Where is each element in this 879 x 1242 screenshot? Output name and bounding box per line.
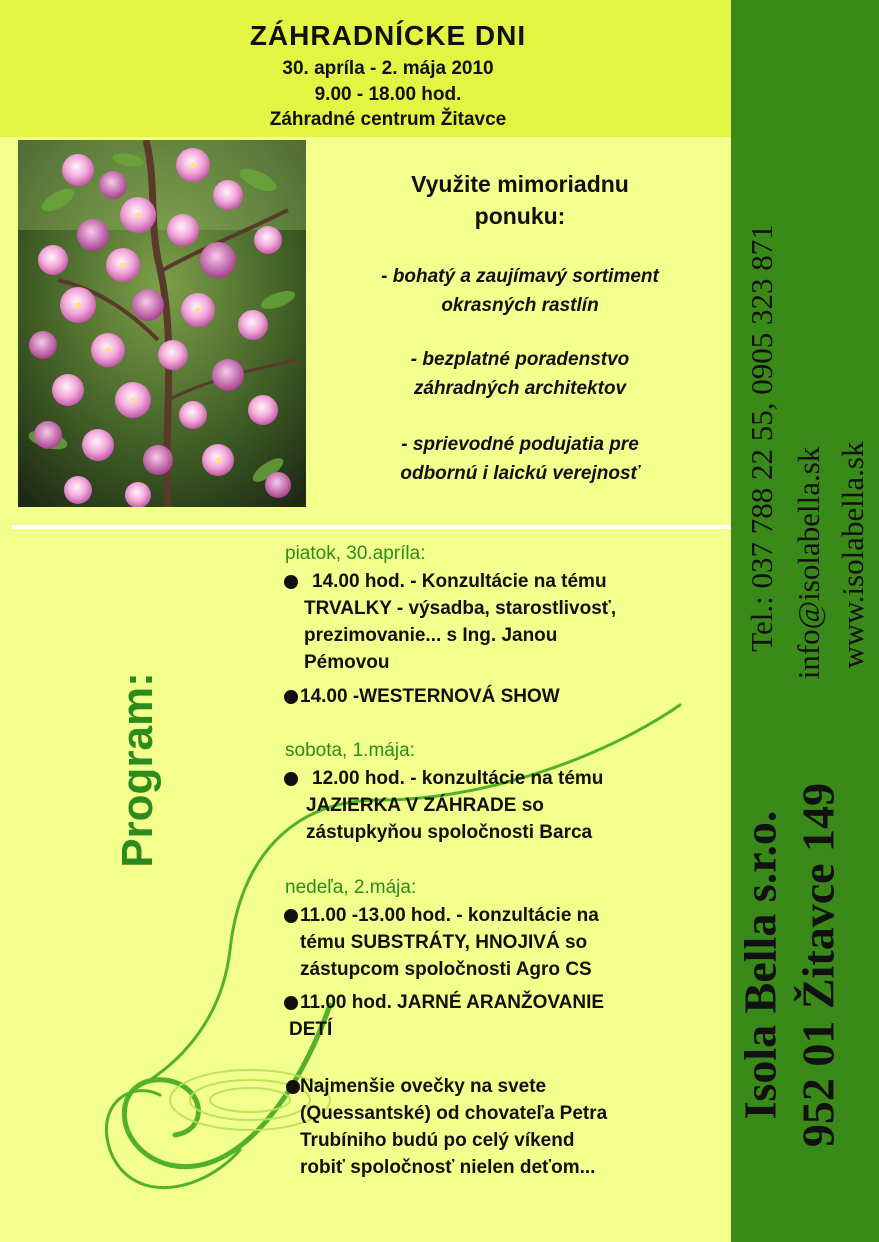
email-address: info@isolabella.sk xyxy=(791,446,826,680)
event-line: Pémovou xyxy=(304,652,390,673)
program-event-friday-2 xyxy=(284,683,729,710)
offer-item-consulting: - bezplatné poradenstvo xyxy=(410,349,630,370)
bullet-icon xyxy=(284,575,298,589)
program-event-sunday-1 xyxy=(284,902,729,983)
event-line: zástupcom spoločnosti Agro CS xyxy=(300,959,592,980)
event-venue: Záhradné centrum Žitavce xyxy=(269,109,507,130)
offer-item-consulting-cont: záhradných architektov xyxy=(413,378,627,399)
event-line: 11.00 -13.00 hod. - konzultácie na xyxy=(300,905,599,926)
offer-title-line1: Využite mimoriadnu xyxy=(411,171,629,197)
program-event-sheep xyxy=(284,1073,729,1181)
offer-item-assortment-cont: okrasných rastlín xyxy=(441,295,599,316)
event-line: 11.00 hod. JARNÉ ARANŽOVANIE xyxy=(300,992,605,1013)
bullet-icon xyxy=(286,1080,300,1094)
event-line: DETÍ xyxy=(289,1019,333,1040)
offer-title-line2: ponuku: xyxy=(474,203,566,229)
day-heading-sunday: nedeľa, 2.mája: xyxy=(285,877,417,898)
event-line: Najmenšie ovečky na svete xyxy=(300,1076,547,1097)
event-line: TRVALKY - výsadba, starostlivosť, xyxy=(304,598,617,619)
event-line: JAZIERKA V ZÁHRADE so xyxy=(306,795,544,816)
event-line: (Quessantské) od chovateľa Petra xyxy=(300,1103,608,1124)
offer-item-events: - sprievodné podujatia pre xyxy=(401,434,639,455)
company-address: 952 01 Žitavce 149 xyxy=(792,782,844,1148)
offer-item-events-cont: odbornú i laickú verejnosť xyxy=(400,463,640,484)
bullet-icon xyxy=(284,690,298,704)
event-dates: 30. apríla - 2. mája 2010 xyxy=(282,58,494,79)
event-line: tému SUBSTRÁTY, HNOJIVÁ so xyxy=(300,932,588,953)
section-divider xyxy=(12,525,731,529)
program-event-saturday-1 xyxy=(284,765,729,846)
event-line: 14.00 hod. - Konzultácie na tému xyxy=(312,571,607,592)
phone-numbers: Tel.: 037 788 22 55, 0905 323 871 xyxy=(744,224,779,652)
event-line: prezimovanie... s Ing. Janou xyxy=(304,625,558,646)
event-line: 14.00 -WESTERNOVÁ SHOW xyxy=(300,686,560,707)
program-label: Program: xyxy=(113,672,162,868)
event-line: robiť spoločnosť nielen deťom... xyxy=(300,1157,596,1178)
event-line: zástupkyňou spoločnosti Barca xyxy=(306,822,593,843)
bullet-icon xyxy=(284,996,298,1010)
day-heading-friday: piatok, 30.apríla: xyxy=(285,543,426,564)
program-event-sunday-2 xyxy=(284,989,729,1043)
bullet-icon xyxy=(284,772,298,786)
program-event-friday-1 xyxy=(284,568,729,676)
website-url: www.isolabella.sk xyxy=(835,441,870,669)
event-title: ZÁHRADNÍCKE DNI xyxy=(249,20,527,51)
offer-item-assortment: - bohatý a zaujímavý sortiment xyxy=(381,266,659,287)
bullet-icon xyxy=(284,909,298,923)
day-heading-saturday: sobota, 1.mája: xyxy=(285,740,415,761)
event-line: Trubíniho budú po celý víkend xyxy=(300,1130,575,1151)
company-name: Isola Bella s.r.o. xyxy=(734,810,786,1120)
event-line: 12.00 hod. - konzultácie na tému xyxy=(312,768,604,789)
event-hours: 9.00 - 18.00 hod. xyxy=(314,84,462,105)
cherry-blossom-photo xyxy=(18,140,306,507)
